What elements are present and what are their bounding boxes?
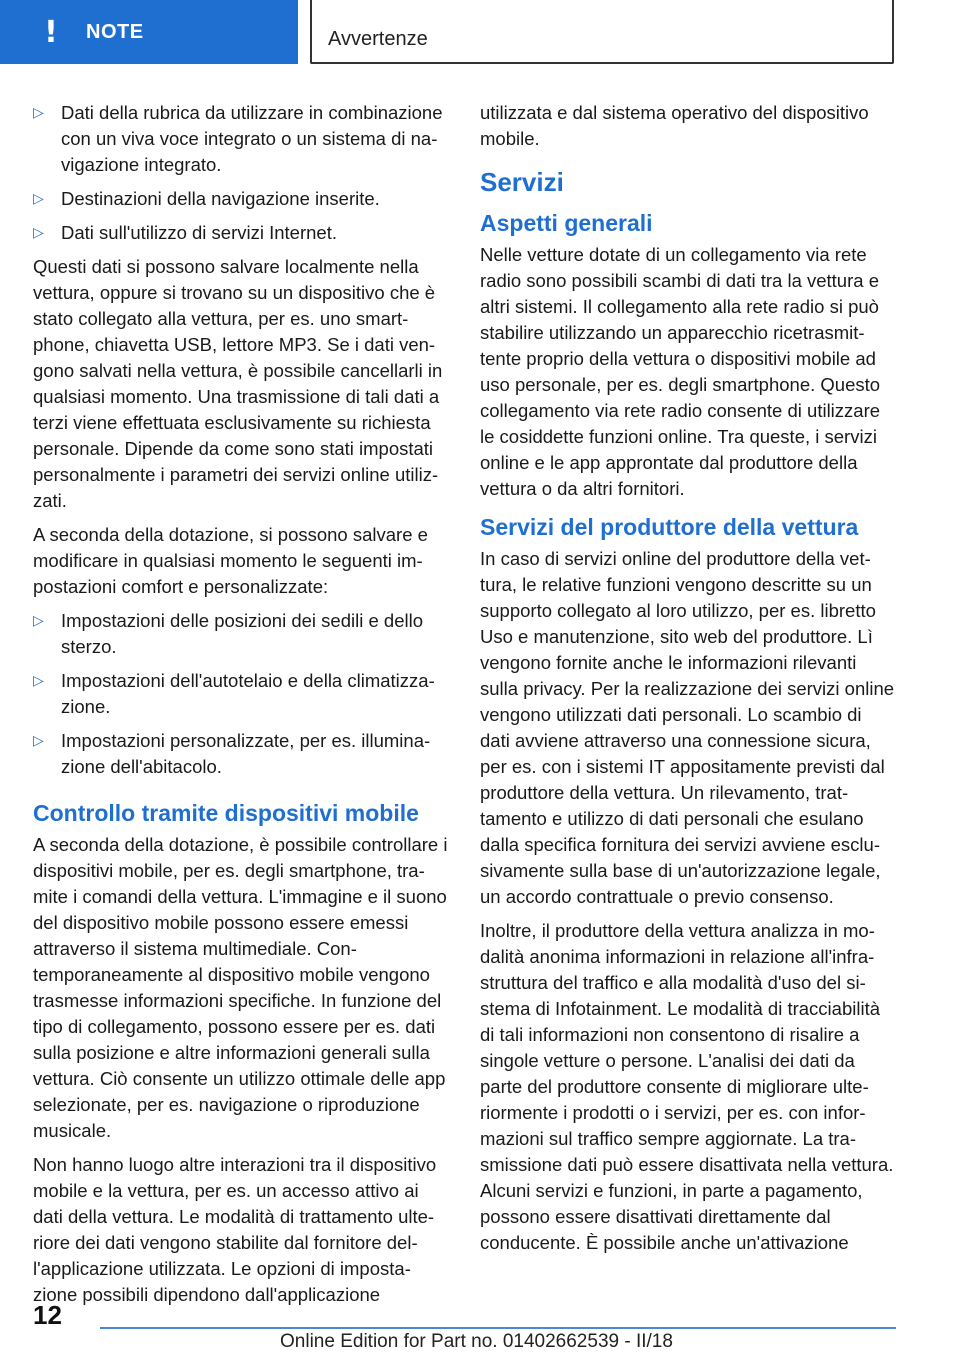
triangle-bullet-icon: ▷ xyxy=(33,225,44,241)
heading-aspetti-generali: Aspetti generali xyxy=(480,210,653,236)
heading-mobile-control: Controllo tramite dispositivi mobile xyxy=(33,800,419,826)
triangle-bullet-icon: ▷ xyxy=(33,673,44,689)
page-number: 12 xyxy=(33,1300,62,1330)
list-item: ▷ Impostazioni personalizzate, per es. illuminazione dell'abitacolo. xyxy=(33,730,431,777)
list-item: ▷ Impostazioni dell'autotelaio e della climatizzazione. xyxy=(33,670,435,717)
section-header xyxy=(310,0,894,64)
paragraph: Inoltre, il produttore della vettura analizza in modalità anonima informazioni in relazione all'infrastruttura del traffico e alla modalità d'uso del sistema di Infotainment. Le modalità di tracciabilità di tali informazioni non consentono di risalire a singole vetture o persone. L'analisi dei dati da parte del produttore consente di migliorare ulteriormente i prodotti o i servizi, per es. con informazioni sul traffico sempre aggiornate. La trasmissione dati può essere disattivata nella vettura. Alcuni servizi e funzioni, in parte a pagamento, possono essere disattivati direttamente dal conducente. È possibile anche un'attivazione xyxy=(480,920,894,1253)
paragraph: A seconda della dotazione, è possibile controllare i dispositivi mobile, per es. degli smartphone, tramite i comandi della vettura. L'immagine e il suono del dispositivo mobile possono essere emessi attraverso il sistema multimediale. Contemporaneamente al dispositivo mobile vengono trasmesse informazioni specifiche. In funzione del tipo di collegamento, possono essere per es. dati sulla posizione e altre informazioni generali sulla vettura. Ciò consente un utilizzo ottimale delle app selezionate, per es. navigazione o riproduzione musicale. xyxy=(33,834,448,1141)
paragraph: Questi dati si possono salvare localmente nella vettura, oppure si trovano su un dispositivo che è stato collegato alla vettura, per es. uno smartphone, chiavetta USB, lettore MP3. Se i dati vengono salvati nella vettura, è possibile cancellarli in qualsiasi momento. Una trasmissione di tali dati a terzi viene effettuata esclusivamente su richiesta personale. Dipende da come sono stati impostati personalmente i parametri dei servizi online utilizzati. xyxy=(33,256,443,511)
heading-servizi-produttore: Servizi del produttore della vettura xyxy=(480,514,859,540)
list-item: ▷ Dati della rubrica da utilizzare in combinazione con un viva voce integrato o un sistema di navigazione integrato. xyxy=(33,102,443,175)
note-tab xyxy=(0,0,298,64)
footer-divider xyxy=(100,1327,896,1329)
paragraph: A seconda della dotazione, si possono salvare e modificare in qualsiasi momento le seguenti impostazioni comfort e personalizzate: xyxy=(33,524,428,597)
triangle-bullet-icon: ▷ xyxy=(33,733,44,749)
paragraph: In caso di servizi online del produttore della vettura, le relative funzioni vengono descritte su un supporto collegato al loro utilizzo, per es. libretto Uso e manutenzione, sito web del produttore. Lì vengono fornite anche le informazioni rilevanti sulla privacy. Per la realizzazione dei servizi online vengono utilizzati dati personali. Lo scambio di dati avviene attraverso una connessione sicura, per es. con i sistemi IT appositamente previsti dal produttore della vettura. Un rilevamento, trattamento e utilizzo di dati personali che esulano dalla specifica fornitura dei servizi avviene esclusivamente sulla base di un'autorizzazione legale, un accordo contrattuale o previo consenso. xyxy=(480,548,895,907)
heading-servizi: Servizi xyxy=(480,167,564,197)
section-title: Avvertenze xyxy=(328,28,428,50)
note-tab-label: NOTE xyxy=(86,20,144,43)
data-list xyxy=(33,100,448,246)
left-column xyxy=(33,100,448,1316)
triangle-bullet-icon: ▷ xyxy=(33,105,44,121)
paragraph: Nelle vetture dotate di un collegamento via rete radio sono possibili scambi di dati tra la vettura e altri sistemi. Il collegamento alla rete radio si può stabilire utilizzando un apparecchio ricetrasmittente proprio della vettura o dispositivi mobile ad uso personale, per es. degli smartphone. Questo collegamento via rete radio consente di utilizzare le cosiddette funzioni online. Tra queste, i servizi online e le app approntate dal produttore della vettura o da altri fornitori. xyxy=(480,244,881,499)
paragraph: utilizzata e dal sistema operativo del dispositivo mobile. xyxy=(480,102,869,149)
footer-edition-text: Online Edition for Part no. 01402662539 - II/18 xyxy=(280,1331,673,1352)
exclamation-icon: ! xyxy=(44,14,58,50)
right-column xyxy=(480,100,895,1264)
triangle-bullet-icon: ▷ xyxy=(33,191,44,207)
triangle-bullet-icon: ▷ xyxy=(33,613,44,629)
paragraph: Non hanno luogo altre interazioni tra il dispositivo mobile e la vettura, per es. un accesso attivo ai dati della vettura. Le modalità di trattamento ulteriore dei dati vengono stabilite dal fornitore dell'applicazione utilizzata. Le opzioni di impostazione possibili dipendono dall'applicazione xyxy=(33,1154,437,1305)
list-item: ▷ Destinazioni della navigazione inserite. xyxy=(33,186,448,212)
list-item: ▷ Dati sull'utilizzo di servizi Internet. xyxy=(33,220,448,246)
list-item: ▷ Impostazioni delle posizioni dei sedili e dello sterzo. xyxy=(33,610,423,657)
settings-list xyxy=(33,608,448,780)
